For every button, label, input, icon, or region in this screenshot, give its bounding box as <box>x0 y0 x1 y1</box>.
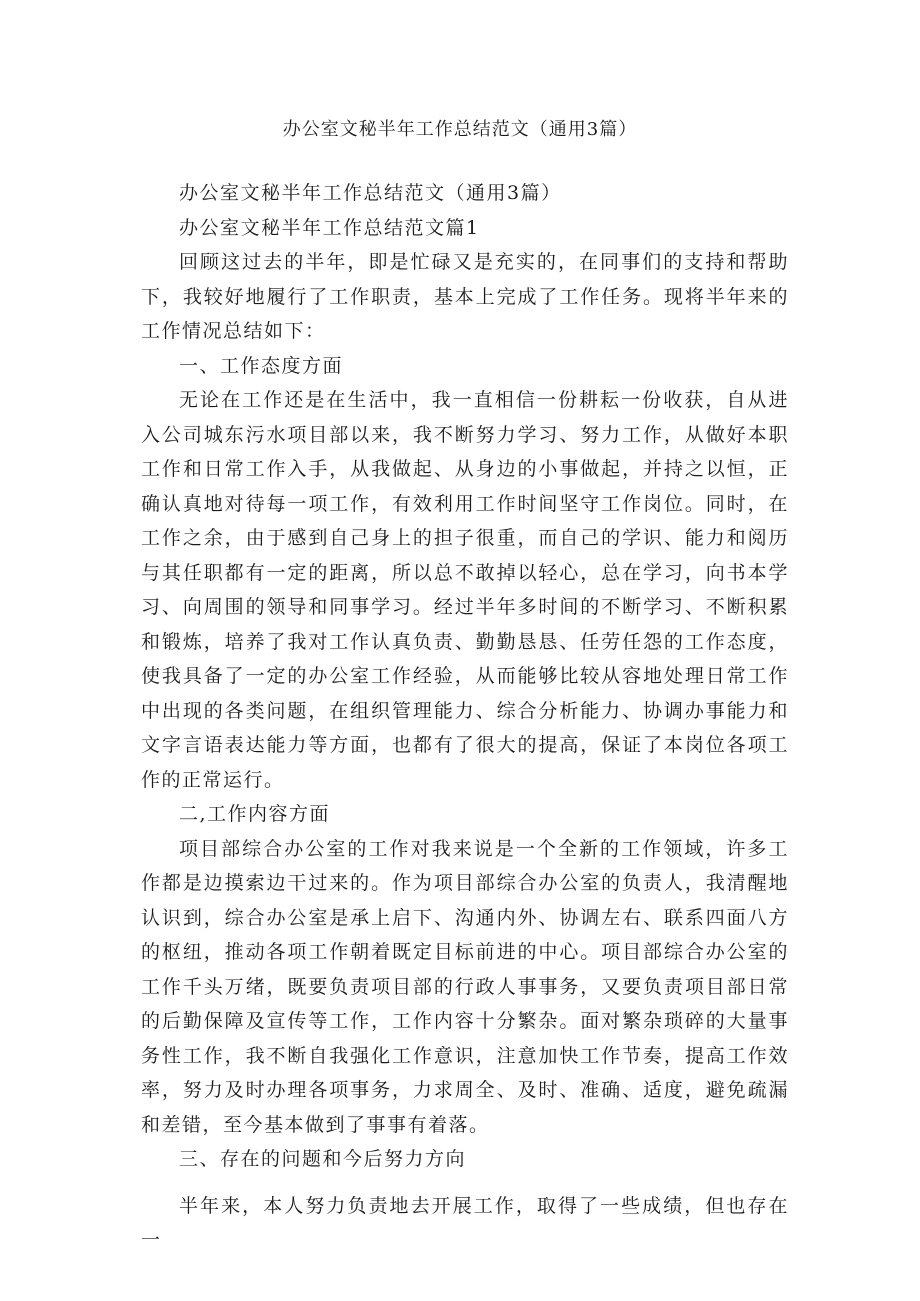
section-title: 办公室文秘半年工作总结范文篇1 <box>179 216 480 239</box>
paragraph: 项目部综合办公室的工作对我来说是一个全新的工作领域，许多工作都是边摸索边干过来的。作为项目部综合办公室的负责人，我清醒地认识到，综合办公室是承上启下、沟通内外、协调左右、联系四面八方的枢纽，推动各项工作朝着既定目标前进的中心。项目部综合办公室的工作千头万绪，既要负责项目部的行政人事事务，又要负责项目部日常的后勤保障及宣传等工作，工作内容十分繁杂。面对繁杂琐碎的大量事务性工作，我不断自我强化工作意识，注意加快工作节奏，提高工作效率，努力及时办理各项事务，力求周全、及时、准确、适度，避免疏漏和差错，至今基本做到了事事有着落。 <box>141 837 789 1136</box>
document-body <box>141 176 789 1258</box>
document-title: 办公室文秘半年工作总结范文（通用3篇） <box>282 119 638 140</box>
body-heading: 办公室文秘半年工作总结范文（通用3篇） <box>179 182 562 204</box>
paragraph: 半年来，本人努力负责地去开展工作，取得了一些成绩，但也存在一 <box>141 1194 789 1251</box>
paragraph: 无论在工作还是在生活中，我一直相信一份耕耘一份收获，自从进入公司城东污水项目部以来，我不断努力学习、努力工作，从做好本职工作和日常工作入手，从我做起、从身边的小事做起，并持之以恒，正确认真地对待每一项工作，有效利用工作时间坚守工作岗位。同时，在工作之余，由于感到自己身上的担子很重，而自己的学识、能力和阅历与其任职都有一定的距离，所以总不敢掉以轻心，总在学习，向书本学习、向周围的领导和同事学习。经过半年多时间的不断学习、不断积累和锻炼，培养了我对工作认真负责、勤勤恳恳、任劳任怨的工作态度，使我具备了一定的办公室工作经验，从而能够比较从容地处理日常工作中出现的各类问题，在组织管理能力、综合分析能力、协调办事能力和文字言语表达能力等方面，也都有了很大的提高，保证了本岗位各项工作的正常运行。 <box>141 389 789 791</box>
subheading-content: 二,工作内容方面 <box>179 803 331 825</box>
paragraph: 回顾这过去的半年，即是忙碌又是充实的，在同事们的支持和帮助下，我较好地履行了工作职责，基本上完成了工作任务。现将半年来的工作情况总结如下： <box>141 251 789 342</box>
subheading-attitude: 一、工作态度方面 <box>179 354 344 377</box>
subheading-problems: 三、存在的问题和今后努力方向 <box>179 1148 467 1170</box>
